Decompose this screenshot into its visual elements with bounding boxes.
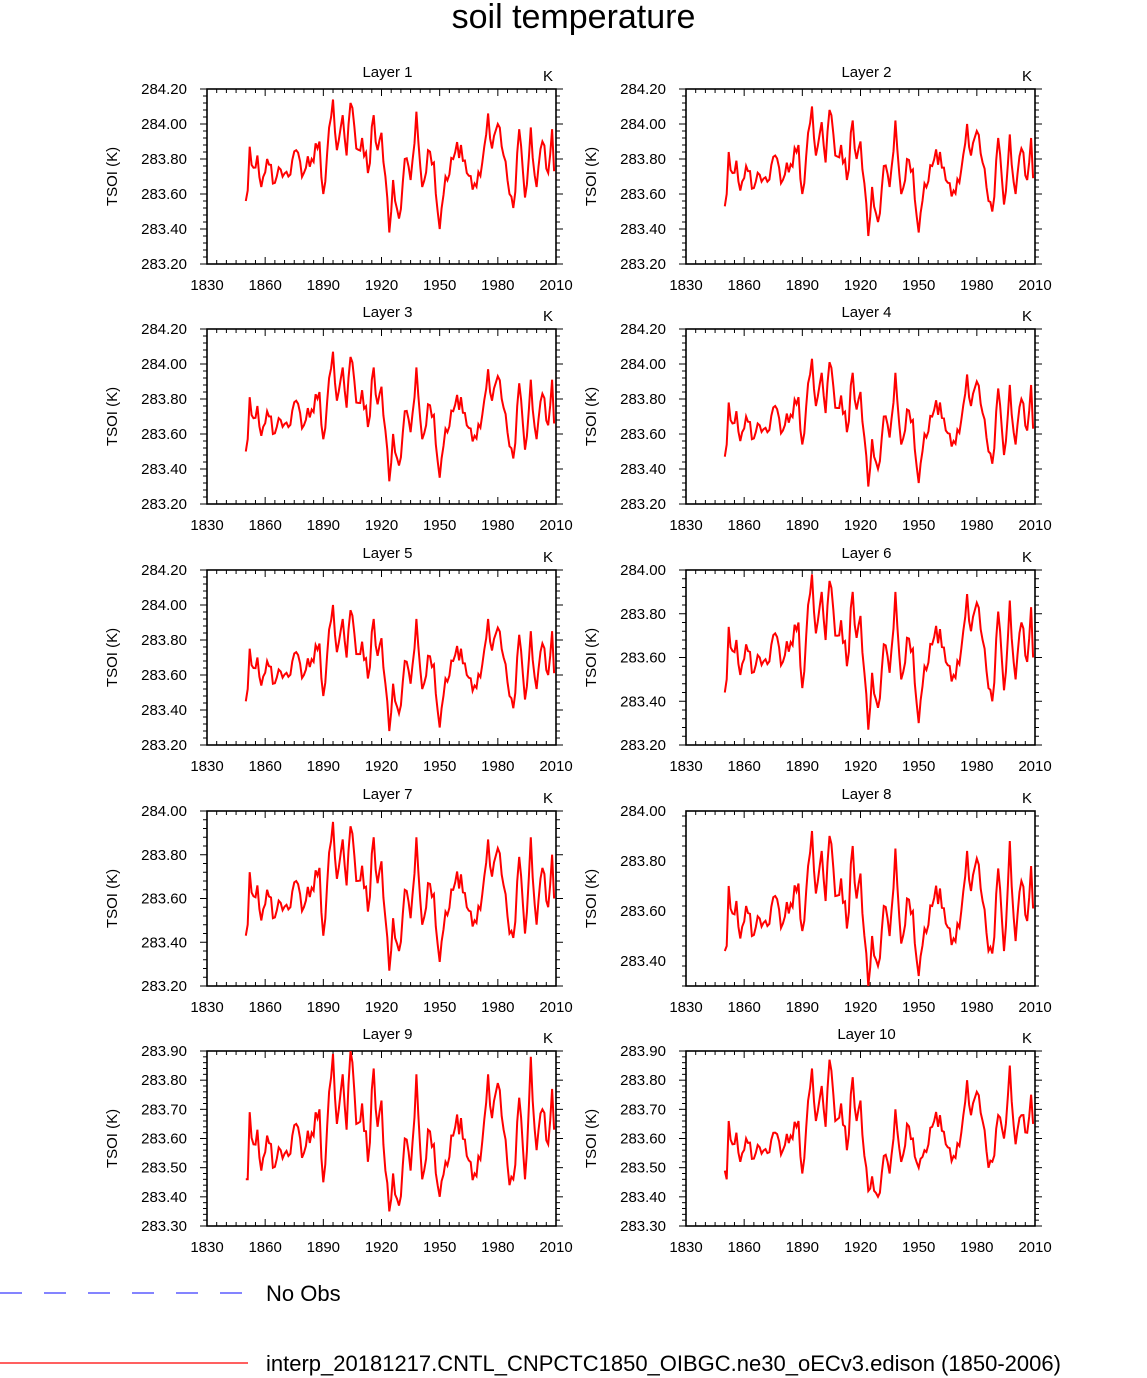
y-tick-label: 283.60 [620, 649, 666, 667]
y-axis-label: TSOI (K) [583, 868, 600, 929]
panel-title: Layer 7 [362, 786, 413, 803]
x-tick-label: 1980 [960, 999, 994, 1016]
panel-7 [104, 786, 573, 1016]
panel-title: Layer 9 [362, 1026, 413, 1043]
x-tick-label: 1830 [669, 277, 703, 294]
x-tick-label: 2010 [539, 999, 573, 1016]
x-tick-label: 1830 [669, 517, 703, 534]
units-label: K [542, 549, 554, 566]
y-tick-label: 283.30 [141, 1218, 187, 1235]
x-tick-label: 1860 [727, 517, 761, 534]
x-tick-label: 1890 [785, 758, 820, 775]
y-tick-label: 283.80 [620, 391, 666, 408]
x-tick-label: 1830 [190, 277, 224, 294]
y-tick-label: 283.60 [620, 1130, 666, 1148]
x-tick-label: 1920 [843, 999, 878, 1016]
y-tick-label: 284.20 [141, 321, 187, 338]
x-tick-label: 1890 [785, 999, 820, 1016]
x-tick-label: 1860 [727, 758, 761, 775]
y-tick-label: 284.20 [620, 321, 666, 338]
y-tick-label: 284.00 [620, 116, 666, 133]
x-tick-label: 1950 [901, 758, 936, 775]
panel-title: Layer 3 [362, 304, 413, 321]
x-tick-label: 1950 [901, 517, 936, 534]
panel-title: Layer 10 [837, 1026, 896, 1043]
y-tick-label: 284.20 [141, 81, 187, 98]
y-tick-label: 283.20 [620, 496, 666, 513]
y-tick-label: 283.80 [141, 632, 187, 649]
x-tick-label: 1890 [306, 277, 341, 294]
series-line [246, 352, 554, 482]
x-tick-label: 1920 [364, 999, 399, 1016]
y-tick-label: 284.00 [141, 356, 187, 373]
series-line [246, 605, 554, 731]
x-tick-label: 1920 [843, 517, 878, 534]
legend [0, 1281, 1061, 1376]
x-tick-label: 1980 [481, 517, 515, 534]
x-tick-label: 1890 [306, 999, 341, 1016]
y-tick-label: 283.40 [141, 934, 187, 952]
panel-4 [583, 304, 1052, 534]
panel-title: Layer 4 [841, 304, 892, 321]
y-tick-label: 283.40 [620, 693, 666, 711]
units-label: K [1021, 68, 1033, 85]
x-tick-label: 1950 [901, 999, 936, 1016]
x-tick-label: 1830 [190, 517, 224, 534]
x-tick-label: 2010 [1018, 999, 1052, 1016]
x-tick-label: 1950 [422, 277, 457, 294]
x-tick-label: 1920 [364, 277, 399, 294]
y-tick-label: 283.40 [141, 1188, 187, 1206]
y-tick-label: 283.20 [141, 256, 187, 273]
units-label: K [1021, 549, 1033, 566]
y-tick-label: 284.20 [620, 81, 666, 98]
y-tick-label: 284.20 [141, 562, 187, 579]
units-label: K [542, 308, 554, 325]
x-tick-label: 1830 [669, 1239, 703, 1256]
legend-label-model: interp_20181217.CNTL_CNPCTC1850_OIBGC.ne30_oECv3.edison (1850-2006) [266, 1351, 1061, 1376]
y-tick-label: 283.60 [141, 667, 187, 684]
x-tick-label: 1860 [248, 277, 282, 294]
y-tick-label: 283.20 [620, 737, 666, 754]
y-tick-label: 283.40 [141, 221, 187, 238]
y-tick-label: 283.90 [141, 1043, 187, 1060]
x-tick-label: 1830 [190, 758, 224, 775]
units-label: K [542, 68, 554, 85]
y-axis-label: TSOI (K) [583, 627, 600, 688]
x-tick-label: 1830 [669, 758, 703, 775]
x-tick-label: 1860 [727, 1239, 761, 1256]
y-tick-label: 283.80 [141, 391, 187, 408]
y-tick-label: 283.40 [620, 1188, 666, 1206]
x-tick-label: 1890 [306, 1239, 341, 1256]
units-label: K [1021, 308, 1033, 325]
y-tick-label: 283.60 [620, 186, 666, 203]
x-tick-label: 1890 [306, 758, 341, 775]
panel-3 [104, 304, 573, 534]
x-tick-label: 2010 [1018, 517, 1052, 534]
x-tick-label: 1980 [960, 1239, 994, 1256]
y-tick-label: 283.20 [141, 496, 187, 513]
y-tick-label: 283.70 [620, 1101, 666, 1119]
x-tick-label: 1860 [248, 758, 282, 775]
x-tick-label: 1860 [248, 517, 282, 534]
y-axis-label: TSOI (K) [104, 146, 121, 207]
x-tick-label: 1950 [422, 999, 457, 1016]
y-axis-label: TSOI (K) [104, 386, 121, 447]
y-tick-label: 283.90 [620, 1043, 666, 1060]
y-tick-label: 284.00 [141, 803, 187, 820]
units-label: K [1021, 790, 1033, 807]
y-tick-label: 283.80 [620, 853, 666, 870]
series-line [725, 1060, 1033, 1197]
x-tick-label: 2010 [539, 758, 573, 775]
y-tick-label: 284.00 [620, 562, 666, 579]
y-axis-label: TSOI (K) [583, 1108, 600, 1169]
x-tick-label: 1860 [248, 999, 282, 1016]
y-tick-label: 283.80 [141, 151, 187, 168]
y-axis-label: TSOI (K) [104, 1108, 121, 1169]
panel-9 [104, 1026, 573, 1256]
x-tick-label: 1920 [843, 1239, 878, 1256]
x-tick-label: 1980 [960, 277, 994, 294]
x-tick-label: 1920 [843, 277, 878, 294]
y-tick-label: 284.00 [141, 597, 187, 614]
panel-6 [583, 545, 1052, 775]
x-tick-label: 2010 [1018, 1239, 1052, 1256]
y-tick-label: 283.40 [141, 702, 187, 719]
y-axis-label: TSOI (K) [583, 386, 600, 447]
x-tick-label: 1830 [190, 999, 224, 1016]
x-tick-label: 1920 [364, 758, 399, 775]
y-axis-label: TSOI (K) [583, 146, 600, 207]
y-tick-label: 283.40 [141, 461, 187, 478]
x-tick-label: 1980 [960, 517, 994, 534]
y-tick-label: 284.00 [141, 116, 187, 133]
x-tick-label: 2010 [539, 277, 573, 294]
x-tick-label: 1950 [901, 1239, 936, 1256]
y-axis-label: TSOI (K) [104, 868, 121, 929]
x-tick-label: 1860 [248, 1239, 282, 1256]
x-tick-label: 1980 [960, 758, 994, 775]
x-tick-label: 1890 [785, 1239, 820, 1256]
x-tick-label: 1980 [481, 999, 515, 1016]
series-line [725, 107, 1033, 237]
x-tick-label: 1980 [481, 277, 515, 294]
x-tick-label: 1980 [481, 758, 515, 775]
panel-title: Layer 6 [841, 545, 892, 562]
y-tick-label: 284.00 [620, 803, 666, 820]
x-tick-label: 1890 [785, 517, 820, 534]
series-line [725, 359, 1033, 487]
series-line [246, 1051, 554, 1211]
x-tick-label: 1950 [422, 758, 457, 775]
y-tick-label: 283.40 [620, 221, 666, 238]
x-tick-label: 1860 [727, 277, 761, 294]
x-tick-label: 2010 [1018, 758, 1052, 775]
chart-title: soil temperature [451, 0, 696, 36]
y-tick-label: 283.70 [141, 1101, 187, 1119]
plot-frame [686, 1051, 1035, 1226]
panel-1 [104, 64, 573, 294]
x-tick-label: 1890 [785, 277, 820, 294]
y-tick-label: 283.80 [141, 1072, 187, 1090]
panel-5 [104, 545, 573, 775]
series-line [725, 831, 1033, 986]
panel-2 [583, 64, 1052, 294]
panel-8 [583, 786, 1052, 1016]
series-line [246, 822, 554, 971]
y-tick-label: 283.60 [141, 1130, 187, 1148]
y-tick-label: 283.80 [620, 605, 666, 623]
y-tick-label: 283.60 [620, 426, 666, 443]
x-tick-label: 1950 [901, 277, 936, 294]
panel-10 [583, 1026, 1052, 1256]
units-label: K [1021, 1030, 1033, 1047]
y-tick-label: 283.20 [141, 737, 187, 754]
y-tick-label: 283.20 [620, 256, 666, 273]
y-tick-label: 283.80 [620, 151, 666, 168]
x-tick-label: 1860 [727, 999, 761, 1016]
y-tick-label: 283.40 [620, 953, 666, 970]
panel-title: Layer 1 [362, 64, 413, 81]
x-tick-label: 2010 [539, 517, 573, 534]
x-tick-label: 1980 [481, 1239, 515, 1256]
y-tick-label: 283.20 [141, 978, 187, 995]
x-tick-label: 2010 [539, 1239, 573, 1256]
y-axis-label: TSOI (K) [104, 627, 121, 688]
panel-title: Layer 5 [362, 545, 413, 562]
y-tick-label: 283.60 [141, 890, 187, 908]
y-tick-label: 284.00 [620, 356, 666, 373]
x-tick-label: 2010 [1018, 277, 1052, 294]
legend-label-no-obs: No Obs [266, 1281, 341, 1306]
x-tick-label: 1950 [422, 1239, 457, 1256]
y-tick-label: 283.60 [620, 903, 666, 920]
x-tick-label: 1920 [364, 517, 399, 534]
plot-frame [207, 1051, 556, 1226]
y-tick-label: 283.50 [141, 1159, 187, 1177]
x-tick-label: 1920 [364, 1239, 399, 1256]
x-tick-label: 1890 [306, 517, 341, 534]
y-tick-label: 283.80 [620, 1072, 666, 1090]
y-tick-label: 283.60 [141, 426, 187, 443]
panel-title: Layer 8 [841, 786, 892, 803]
series-line [725, 574, 1033, 729]
y-tick-label: 283.40 [620, 461, 666, 478]
y-tick-label: 283.60 [141, 186, 187, 203]
panel-title: Layer 2 [841, 64, 892, 81]
units-label: K [542, 790, 554, 807]
y-tick-label: 283.80 [141, 846, 187, 864]
x-tick-label: 1830 [190, 1239, 224, 1256]
series-line [246, 100, 554, 233]
y-tick-label: 283.30 [620, 1218, 666, 1235]
x-tick-label: 1920 [843, 758, 878, 775]
y-tick-label: 283.50 [620, 1159, 666, 1177]
units-label: K [542, 1030, 554, 1047]
x-tick-label: 1830 [669, 999, 703, 1016]
x-tick-label: 1950 [422, 517, 457, 534]
